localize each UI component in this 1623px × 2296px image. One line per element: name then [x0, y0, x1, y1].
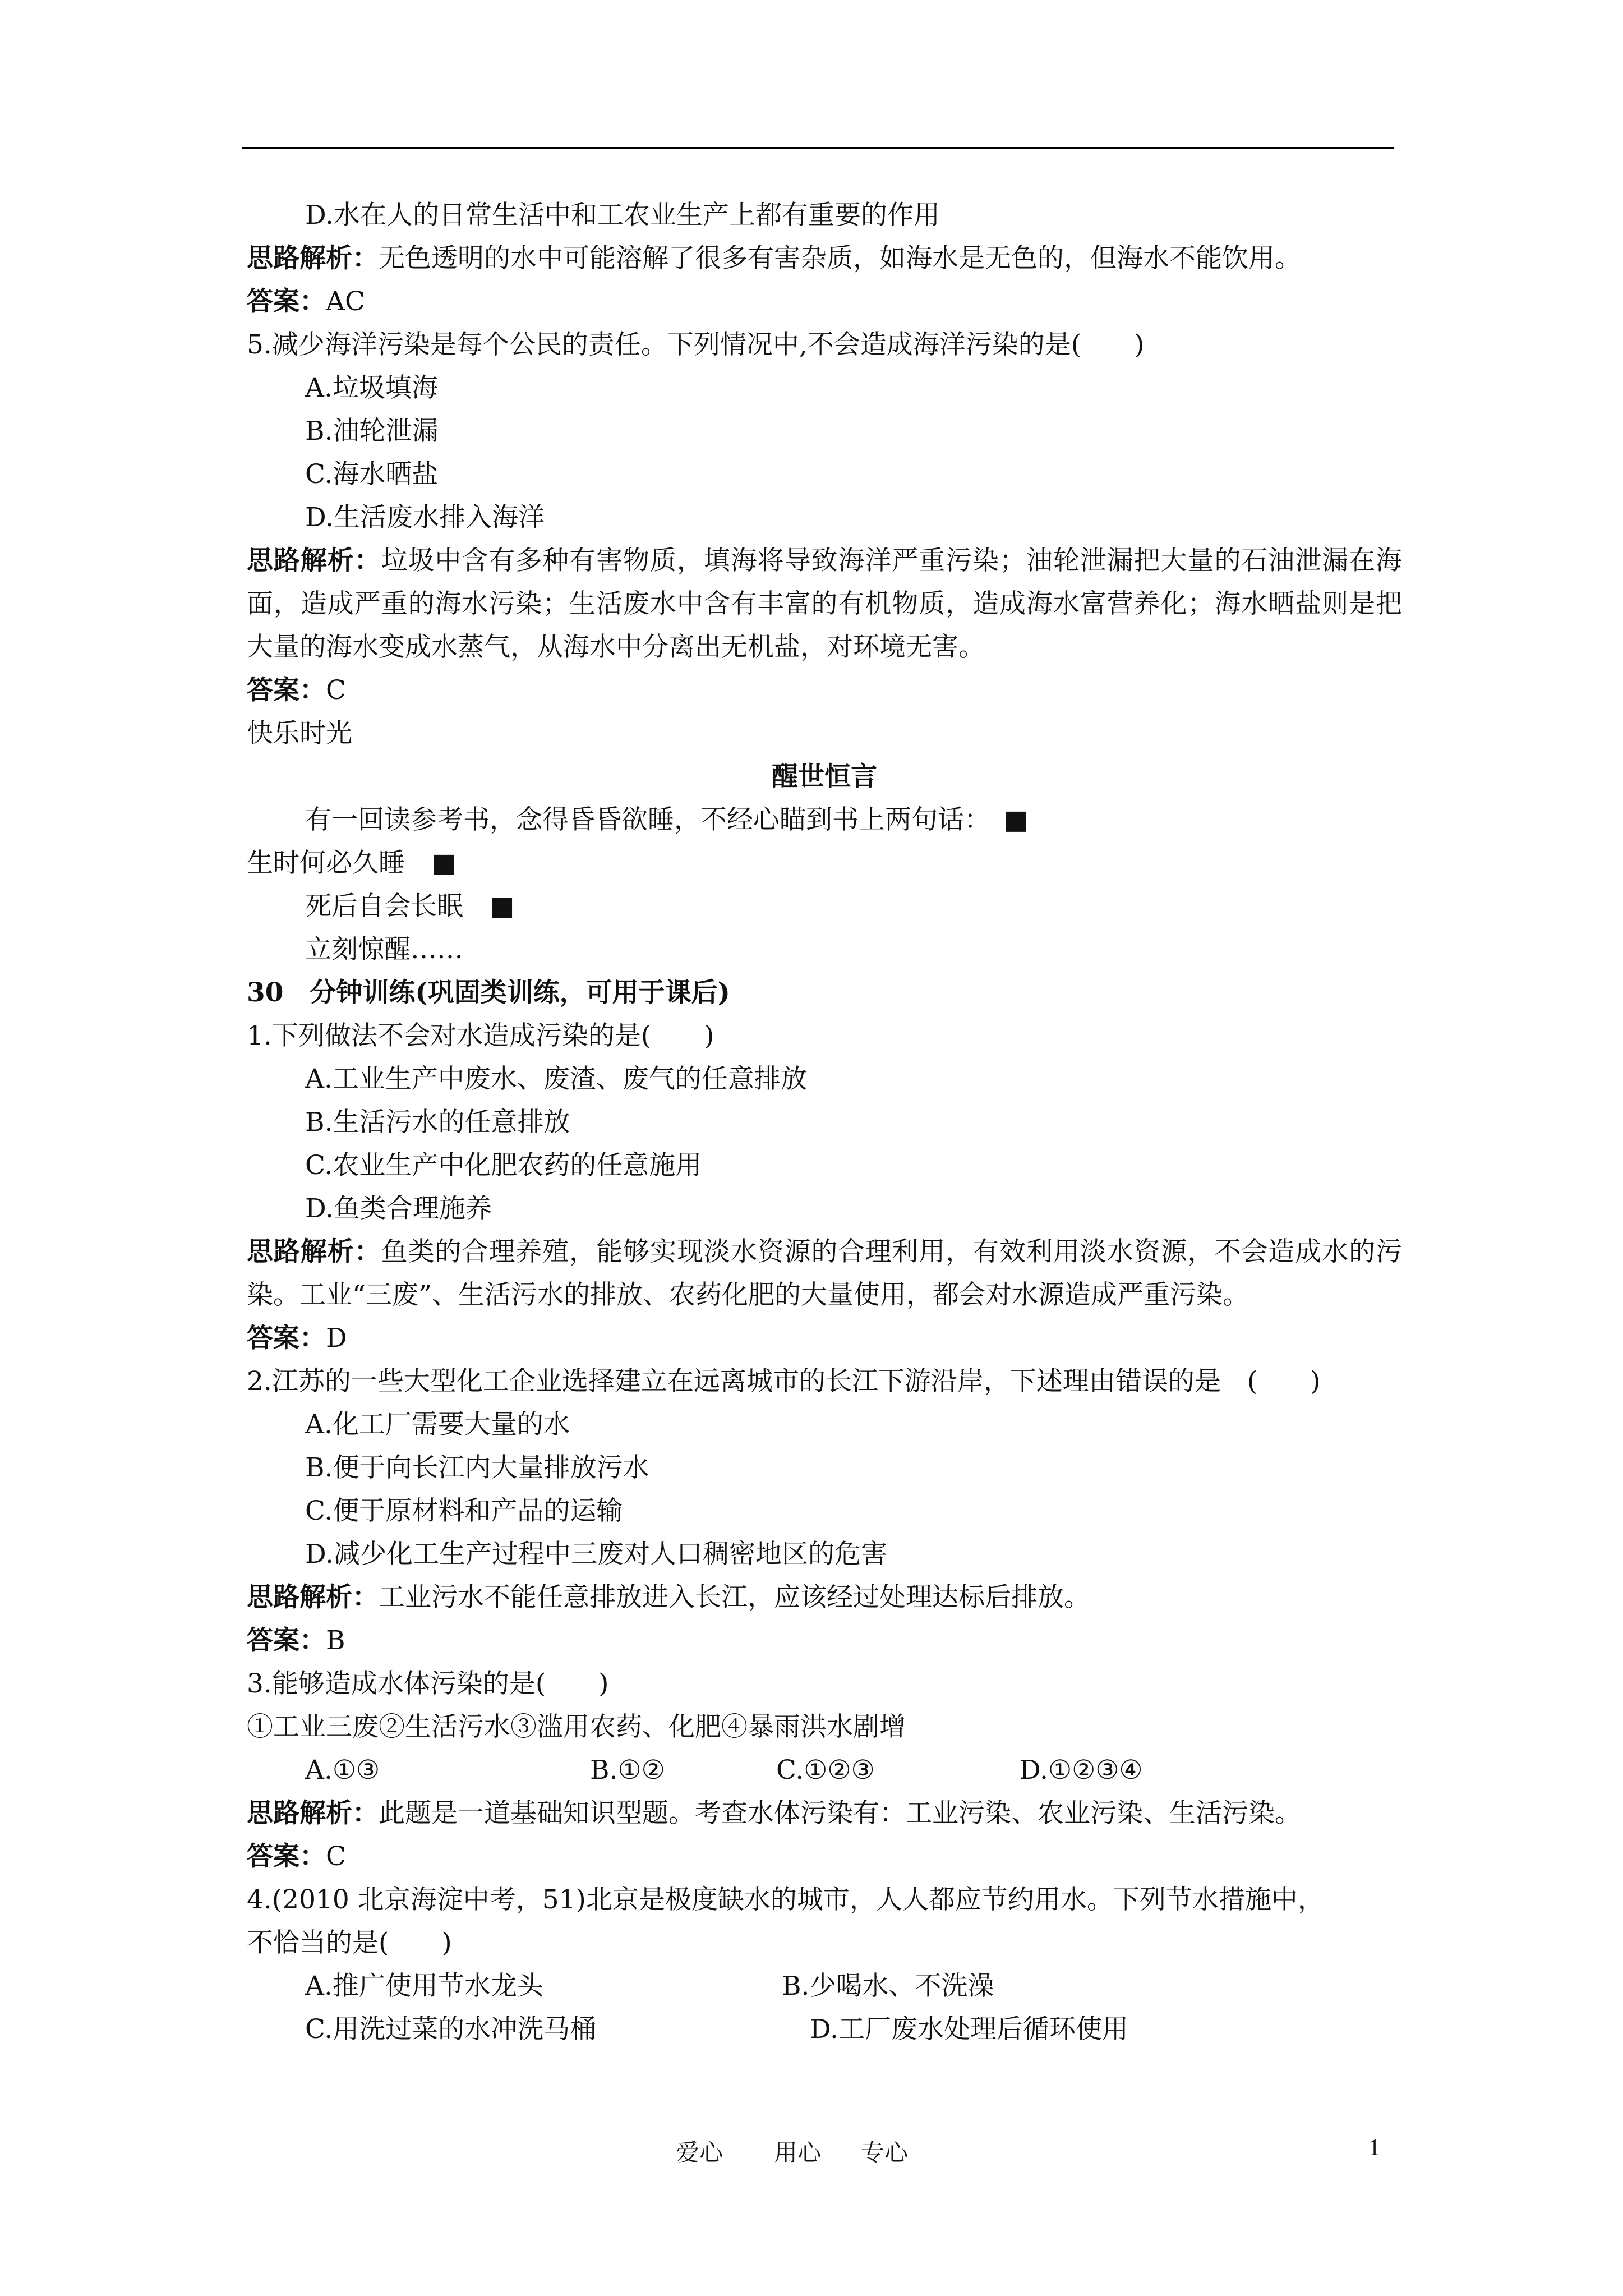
option-b: B.少喝水、不洗澡 — [782, 1971, 994, 2001]
story-line: 生时何必久睡 ■ — [247, 848, 457, 878]
option-d: D.生活废水排入海洋 — [305, 502, 545, 533]
document-body — [247, 194, 1402, 2051]
option-a: A.垃圾填海 — [305, 372, 438, 403]
answer — [247, 1317, 1402, 1360]
analysis-label: 思路解析： — [247, 1236, 381, 1267]
question-stem: 4.(2010 北京海淀中考，51)北京是极度缺水的城市，人人都应节约用水。下列节水措施中， — [247, 1884, 1324, 1915]
analysis-text: 鱼类的合理养殖，能够实现淡水资源的合理利用，有效利用淡水资源，不会造成水的污染。工业“三废”、生活污水的排放、农药化肥的大量使用，都会对水源造成严重污染。 — [247, 1236, 1403, 1310]
footer-right: 专心 — [861, 2139, 909, 2166]
section-heading: 快乐时光 — [247, 718, 352, 749]
answer-label: 答案： — [247, 1841, 326, 1872]
footer-left: 爱心 — [676, 2139, 723, 2166]
option-d: D.①②③④ — [1020, 1755, 1143, 1786]
options-row — [247, 1749, 1402, 1792]
story-line: 死后自会长眠 ■ — [305, 891, 515, 922]
options-row — [247, 1964, 1402, 2008]
story-title: 醒世恒言 — [772, 761, 877, 792]
option-d: D.水在人的日常生活中和工农业生产上都有重要的作用 — [305, 200, 940, 231]
analysis-label: 思路解析： — [247, 1582, 379, 1613]
option-c: C.海水晒盐 — [305, 459, 439, 490]
answer — [247, 280, 1402, 323]
option-d: D.鱼类合理施养 — [305, 1193, 492, 1224]
option-b: B.便于向长江内大量排放污水 — [305, 1452, 649, 1483]
analysis-text: 此题是一道基础知识型题。考查水体污染有：工业污染、农业污染、生活污染。 — [379, 1798, 1301, 1829]
footer-middle: 用心 — [774, 2139, 822, 2166]
option-a: A.化工厂需要大量的水 — [305, 1409, 570, 1440]
answer — [247, 1835, 1402, 1878]
question-stem: 3.能够造成水体污染的是( ) — [247, 1668, 609, 1699]
option-a: A.推广使用节水龙头 — [305, 1971, 543, 2001]
header-rule — [242, 147, 1394, 149]
question-stem: 1.下列做法不会对水造成污染的是( ) — [247, 1020, 714, 1051]
answer-label: 答案： — [247, 675, 326, 706]
story-line: 立刻惊醒…… — [305, 934, 463, 965]
answer-label: 答案： — [247, 1625, 326, 1656]
option-a: A.工业生产中废水、废渣、废气的任意排放 — [305, 1064, 807, 1094]
option-c: C.农业生产中化肥农药的任意施用 — [305, 1150, 702, 1181]
answer-value: AC — [326, 286, 365, 317]
analysis-text: 工业污水不能任意排放进入长江，应该经过处理达标后排放。 — [379, 1582, 1090, 1613]
square-icon: ■ — [1003, 804, 1029, 835]
option-b: B.①② — [590, 1755, 665, 1786]
square-icon: ■ — [490, 891, 515, 922]
question-stem: 2.江苏的一些大型化工企业选择建立在远离城市的长江下游沿岸，下述理由错误的是 ( ) — [247, 1366, 1321, 1397]
option-b: B.生活污水的任意排放 — [305, 1107, 570, 1138]
answer-value: C — [326, 1841, 346, 1872]
answer-value: C — [326, 675, 346, 706]
option-c: C.①②③ — [776, 1755, 875, 1786]
question-items: ①工业三废②生活污水③滥用农药、化肥④暴雨洪水剧增 — [247, 1711, 906, 1742]
analysis — [247, 1230, 1402, 1317]
analysis — [247, 1576, 1402, 1619]
section-title: 30 分钟训练(巩固类训练，可用于课后) — [247, 977, 730, 1008]
answer-value: B — [326, 1625, 345, 1656]
analysis-label: 思路解析： — [247, 1798, 379, 1829]
options-row — [247, 2008, 1402, 2051]
analysis — [247, 237, 1402, 280]
square-icon: ■ — [431, 848, 457, 878]
analysis-label: 思路解析： — [247, 243, 379, 274]
answer-value: D — [326, 1323, 347, 1354]
analysis — [247, 1792, 1402, 1835]
question-stem-cont: 不恰当的是( ) — [247, 1927, 452, 1958]
answer — [247, 669, 1402, 712]
question-stem: 5.减少海洋污染是每个公民的责任。下列情况中,不会造成海洋污染的是( ) — [247, 329, 1145, 360]
option-b: B.油轮泄漏 — [305, 416, 439, 447]
answer-label: 答案： — [247, 286, 326, 317]
analysis-label: 思路解析： — [247, 545, 381, 576]
answer — [247, 1619, 1402, 1662]
story-line: 有一回读参考书，念得昏昏欲睡，不经心瞄到书上两句话： ■ — [305, 804, 1029, 835]
answer-label: 答案： — [247, 1323, 326, 1354]
analysis — [247, 539, 1402, 669]
page-number: 1 — [1368, 2135, 1380, 2161]
option-c: C.便于原材料和产品的运输 — [305, 1496, 623, 1526]
option-c: C.用洗过菜的水冲洗马桶 — [305, 2014, 597, 2045]
option-d: D.工厂废水处理后循环使用 — [810, 2014, 1128, 2045]
analysis-text: 无色透明的水中可能溶解了很多有害杂质，如海水是无色的，但海水不能饮用。 — [379, 243, 1301, 274]
analysis-text: 垃圾中含有多种有害物质，填海将导致海洋严重污染；油轮泄漏把大量的石油泄漏在海面，造成严重的海水污染；生活废水中含有丰富的有机物质，造成海水富营养化；海水晒盐则是把大量的海水变成水蒸气，从海水中分离出无机盐，对环境无害。 — [247, 545, 1403, 662]
option-d: D.减少化工生产过程中三废对人口稠密地区的危害 — [305, 1539, 887, 1570]
option-a: A.①③ — [305, 1755, 380, 1786]
